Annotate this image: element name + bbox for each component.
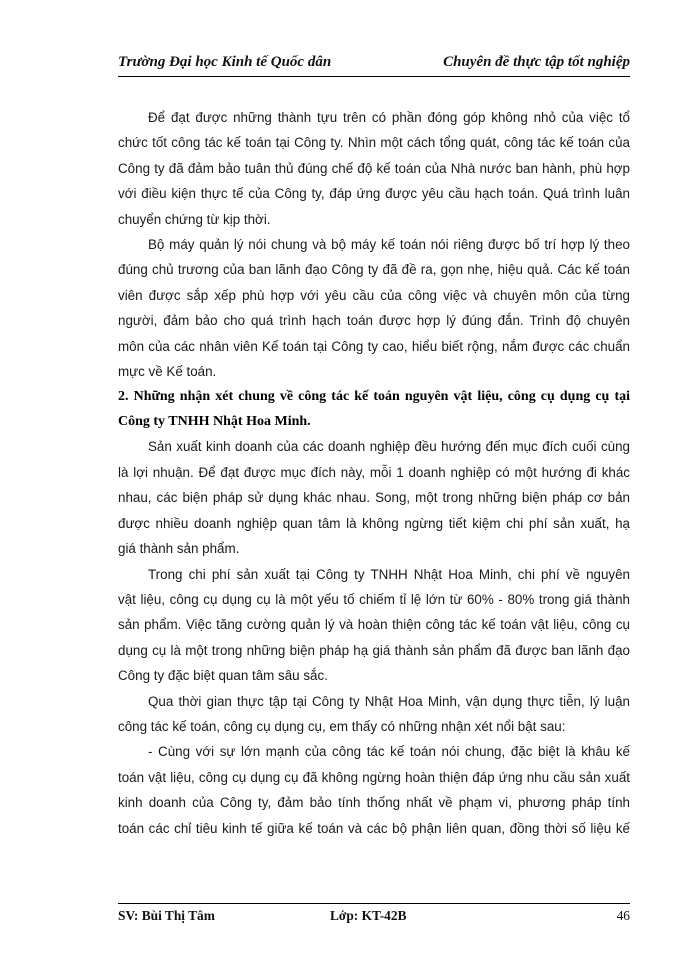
text-line: sản phẩm. Việc tăng cường quản lý và hoàn thiện công tác kế toán vật liệu, công cụ [118, 617, 630, 633]
footer-divider [118, 903, 630, 904]
text-line: kinh doanh của Công ty, đảm bảo tính thống nhất về phạm vi, phương pháp tính [118, 795, 630, 811]
text-line: Bộ máy quản lý nói chung và bộ máy kế toán nói riêng được bố trí hợp lý theo [148, 237, 630, 253]
page-header [118, 54, 630, 74]
text-line: toán vật liệu, công cụ dụng cụ đã không ngừng hoàn thiện đáp ứng nhu cầu sản xuất [118, 769, 630, 785]
header-divider [118, 76, 630, 77]
text-line: toán các chỉ tiêu kinh tế giữa kế toán và các bộ phận liên quan, đồng thời số liệu kế [118, 820, 630, 836]
text-line: viên được sắp xếp phù hợp với yêu cầu của công việc và chuyên môn của từng [118, 287, 630, 303]
text-line: Để đạt được những thành tựu trên có phần đóng góp không nhỏ của việc tổ [148, 110, 630, 125]
text-line: Công ty đã đảm bảo tuân thủ đúng chế độ kế toán của Nhà nước ban hành, phù hợp [118, 160, 630, 176]
text-line: chuyển chứng từ kịp thời. [118, 211, 271, 227]
paragraph-costs [118, 562, 630, 689]
text-line: là lợi nhuận. Để đạt được mục đích này, mỗi 1 doanh nghiệp có một hướng đi khác [118, 464, 630, 480]
text-line: - Cùng với sự lớn mạnh của công tác kế toán nói chung, đặc biệt là khâu kế [148, 744, 630, 760]
text-line: vật liệu, công cụ dụng cụ là một yếu tố chiếm tỉ lệ lớn từ 60% - 80% trong giá thành [118, 591, 630, 607]
text-line: chức tốt công tác kế toán tại Công ty. Nhìn một cách tổng quát, công tác kế toán của [118, 135, 630, 151]
paragraph-achievements [118, 105, 630, 232]
text-line: mực về Kế toán. [118, 364, 217, 380]
heading-line: 2. Những nhận xét chung về công tác kế toán nguyên vật liệu, công cụ dụng cụ tại [118, 389, 630, 405]
header-report-title: Chuyên đề thực tập tốt nghiệp [443, 54, 630, 70]
text-line: Sản xuất kinh doanh của các doanh nghiệp đều hướng đến mục đích cuối cùng [148, 439, 630, 455]
page-body [118, 105, 630, 841]
text-line: người, đảm bảo cho quá trình hạch toán được hợp lý đúng đắn. Trình độ chuyên [118, 313, 630, 329]
text-line: dụng cụ là một trong những biện pháp hạ giá thành sản phẩm đã được ban lãnh đạo [118, 642, 630, 658]
header-university: Trường Đại học Kinh tế Quốc dân [118, 54, 332, 70]
text-line: nhau, các biện pháp sử dụng khác nhau. Song, một trong những biện pháp cơ bản [118, 490, 630, 506]
page-footer [118, 908, 630, 928]
page-number: 46 [616, 908, 630, 923]
paragraph-profit [118, 434, 630, 561]
text-line: môn của các nhân viên Kế toán tại Công ty cao, hiểu biết rộng, nắm được các chuẩn [118, 338, 630, 354]
text-line: Trong chi phí sản xuất tại Công ty TNHH Nhật Hoa Minh, chi phí về nguyên [148, 566, 630, 582]
text-line: với điều kiện thực tế của Công ty, đáp ứng được yêu cầu hạch toán. Quá trình luân [118, 186, 630, 202]
section-heading [118, 384, 630, 434]
footer-class: Lớp: KT-42B [330, 908, 407, 923]
text-line: Công ty đặc biệt quan tâm sâu sắc. [118, 668, 328, 684]
text-line: công tác kế toán, công cụ dụng cụ, em thấy có những nhận xét nổi bật sau: [118, 718, 566, 734]
text-line: đúng chủ trương của ban lãnh đạo Công ty đã đề ra, gọn nhẹ, hiệu quả. Các kế toán [118, 262, 630, 278]
text-line: Qua thời gian thực tập tại Công ty Nhật Hoa Minh, vận dụng thực tiễn, lý luận [148, 693, 630, 709]
text-line: được nhiều doanh nghiệp quan tâm là không ngừng tiết kiệm chi phí sản xuất, hạ [118, 515, 630, 531]
heading-line: Công ty TNHH Nhật Hoa Minh. [118, 414, 311, 430]
paragraph-observations [118, 739, 630, 841]
text-line: giá thành sản phẩm. [118, 541, 240, 557]
footer-student: SV: Bùi Thị Tâm [118, 908, 215, 923]
paragraph-apparatus [118, 232, 630, 384]
paragraph-internship [118, 689, 630, 740]
